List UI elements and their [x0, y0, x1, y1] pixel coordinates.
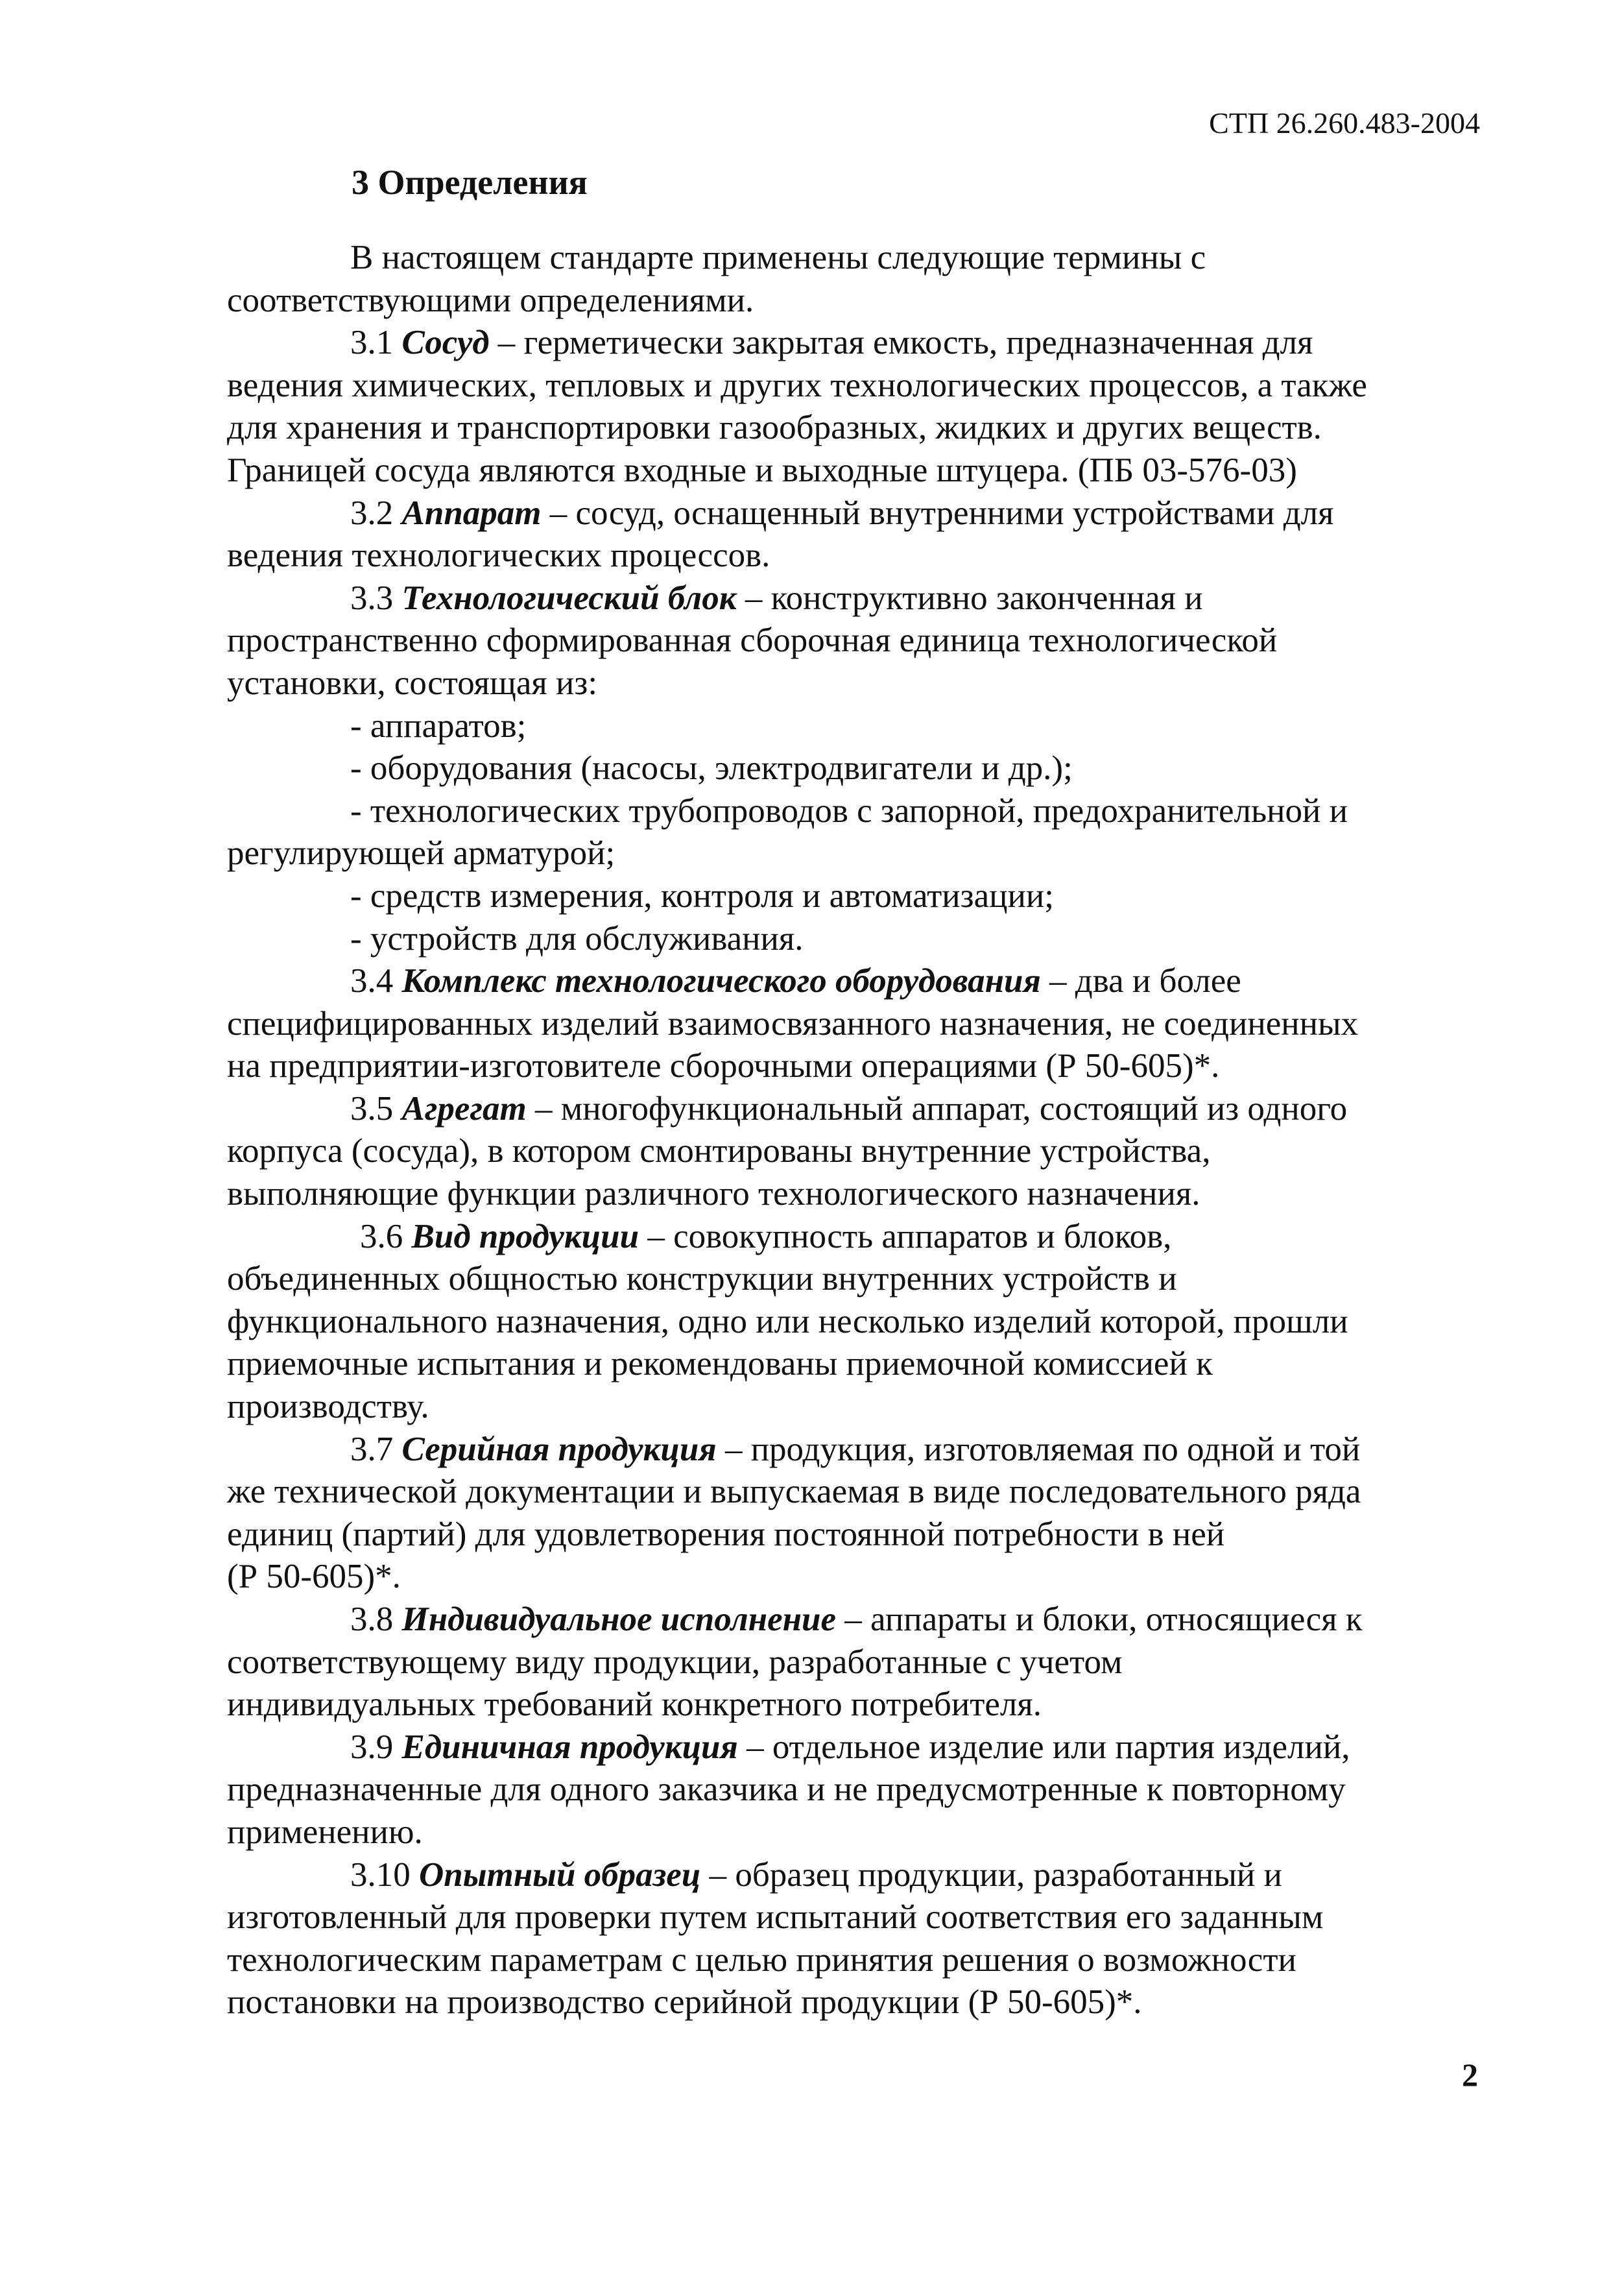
definition-line: же технической документации и выпускаемая в виде последовательного ряда [227, 1473, 1361, 1511]
definition-3-1 [227, 322, 1485, 365]
definition-3-8 [227, 1599, 1485, 1641]
definition-line: на предприятии-изготовителе сборочными операциями (Р 50-605)*. [227, 1047, 1220, 1085]
definition-text: – сосуд, оснащенный внутренними устройствами для [541, 494, 1334, 532]
definition-line: корпуса (сосуда), в котором смонтированы внутренние устройства, [227, 1132, 1211, 1170]
intro-line: В настоящем стандарте применены следующие термины с [350, 239, 1206, 276]
definition-3-4 [227, 960, 1485, 1003]
page-header-doc-code: СТП 26.260.483-2004 [1209, 106, 1480, 139]
definition-term: Вид продукции [411, 1217, 639, 1255]
list-item: - технологических трубопроводов с запорной, предохранительной и [350, 791, 1348, 830]
definition-number: 3.10 [350, 1855, 419, 1894]
definition-line: (Р 50-605)*. [227, 1558, 401, 1596]
definition-number: 3.8 [350, 1600, 402, 1638]
definition-text: – аппараты и блоки, относящиеся к [836, 1600, 1363, 1638]
definition-line: установки, состоящая из: [227, 664, 598, 702]
definition-line: Границей сосуда являются входные и выходные штуцера. (ПБ 03-576-03) [227, 451, 1297, 489]
definition-text: – многофункциональный аппарат, состоящий из одного [526, 1089, 1348, 1128]
list-item: - устройств для обслуживания. [350, 919, 804, 958]
page-number: 2 [1462, 2057, 1478, 2093]
definition-3-2 [227, 492, 1485, 535]
definition-line: единиц (партий) для удовлетворения постоянной потребности в ней [227, 1515, 1225, 1553]
intro-line: соответствующими определениями. [227, 281, 754, 319]
definition-line: ведения технологических процессов. [227, 537, 770, 575]
definition-number: 3.4 [350, 962, 402, 1000]
definition-text: – совокупность аппаратов и блоков, [639, 1217, 1172, 1255]
definition-line: соответствующему виду продукции, разработанные с учетом [227, 1643, 1123, 1681]
definition-text: – конструктивно законченная и [736, 579, 1203, 617]
definition-term: Единичная продукция [401, 1728, 738, 1766]
definition-term: Сосуд [401, 324, 490, 362]
definition-number: 3.5 [350, 1089, 402, 1128]
definition-line: для хранения и транспортировки газообразных, жидких и других веществ. [227, 409, 1322, 447]
definition-number: 3.1 [350, 324, 402, 362]
definition-3-5 [227, 1088, 1485, 1131]
definition-term: Аппарат [401, 494, 542, 532]
definition-3-9 [227, 1726, 1485, 1769]
definition-line: изготовленный для проверки путем испытаний соответствия его заданным [227, 1898, 1324, 1937]
list-item: - средств измерения, контроля и автоматизации; [350, 876, 1054, 915]
definition-line: применению. [227, 1813, 423, 1851]
definition-3-3 [227, 577, 1485, 620]
definition-term: Индивидуальное исполнение [401, 1600, 837, 1638]
definition-number: 3.7 [350, 1430, 402, 1468]
list-item-continuation: регулирующей арматурой; [227, 834, 615, 873]
definition-line: выполняющие функции различного технологического назначения. [227, 1175, 1200, 1213]
list-item: - оборудования (насосы, электродвигатели и др.); [350, 749, 1073, 788]
definition-term: Серийная продукция [401, 1430, 717, 1468]
definition-number: 3.3 [350, 579, 402, 617]
definition-text: – продукция, изготовляемая по одной и той [716, 1430, 1361, 1468]
document-body [227, 237, 1485, 2024]
definition-3-7 [227, 1429, 1485, 1471]
list-item: - аппаратов; [350, 706, 527, 745]
definition-line: пространственно сформированная сборочная единица технологической [227, 622, 1278, 660]
definition-line: специфицированных изделий взаимосвязанного назначения, не соединенных [227, 1004, 1359, 1043]
definition-3-10 [227, 1854, 1485, 1897]
definition-number: 3.2 [350, 494, 402, 532]
definition-number: 3.9 [350, 1728, 402, 1766]
definition-term: Опытный образец [419, 1855, 701, 1894]
definition-line: приемочные испытания и рекомендованы приемочной комиссией к [227, 1345, 1213, 1383]
definition-number: 3.6 [360, 1217, 412, 1255]
section-heading: 3 Определения [352, 163, 588, 202]
definition-line: постановки на производство серийной продукции (Р 50-605)*. [227, 1983, 1142, 2022]
definition-line: производству. [227, 1388, 429, 1426]
definition-term: Агрегат [401, 1089, 527, 1128]
definition-text: – герметически закрытая емкость, предназначенная для [489, 324, 1313, 362]
definition-text: – два и более [1040, 962, 1241, 1000]
definition-line: функционального назначения, одно или несколько изделий которой, прошли [227, 1302, 1348, 1340]
definition-term: Комплекс технологического оборудования [401, 962, 1041, 1000]
definition-3-6 [227, 1216, 1485, 1259]
definition-line: объединенных общностью конструкции внутренних устройств и [227, 1260, 1177, 1298]
definition-line: ведения химических, тепловых и других технологических процессов, а также [227, 366, 1367, 404]
definition-term: Технологический блок [401, 579, 737, 617]
definition-text: – отдельное изделие или партия изделий, [737, 1728, 1350, 1766]
definition-text: – образец продукции, разработанный и [700, 1855, 1282, 1894]
definition-line: предназначенные для одного заказчика и не предусмотренные к повторному [227, 1770, 1346, 1809]
definition-line: индивидуальных требований конкретного потребителя. [227, 1685, 1042, 1724]
definition-line: технологическим параметрам с целью принятия решения о возможности [227, 1940, 1296, 1979]
